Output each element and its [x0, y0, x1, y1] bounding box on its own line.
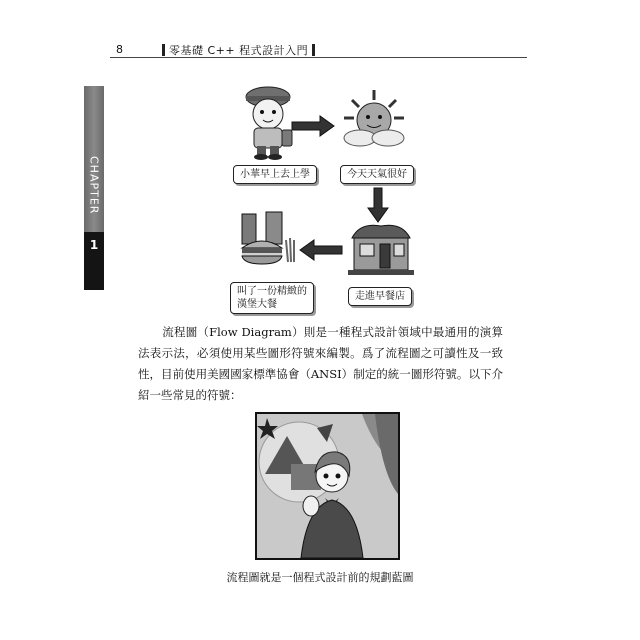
arrow-left-icon: [298, 238, 344, 262]
book-title: 零基礎 C++ 程式設計入門: [169, 44, 309, 57]
flow-step-shop: 走進早餐店: [348, 287, 412, 306]
figure-caption: 流程圖就是一個程式設計前的規劃藍圖: [226, 571, 414, 584]
chapter-label: CHAPTER: [87, 156, 101, 215]
flow-step-burger-line2: 漢堡大餐: [237, 299, 277, 310]
arrow-right-icon: [290, 114, 336, 138]
comic-illustration: [255, 412, 400, 560]
header-bar-right: [312, 44, 315, 56]
flow-step-burger-line1: 叫了一份精緻的: [237, 286, 307, 297]
chapter-number: 1: [84, 232, 104, 290]
header-bar-left: [162, 44, 165, 56]
running-head: [162, 42, 315, 58]
body-paragraph: [138, 322, 503, 406]
body-paragraph-text: 流程圖（Flow Diagram）則是一種程式設計領域中最通用的演算法表示法，必須使用某些圖形符號來編製。爲了流程圖之可讀性及一致性，目前使用美國國家標準協會（ANSI）制定的統一圖形符號。以下介紹一些常見的符號：: [138, 325, 503, 402]
student-illustration: [238, 84, 298, 160]
arrow-down-icon: [366, 186, 390, 224]
flow-step-weather: 今天天氣很好: [340, 165, 414, 184]
header-rule: [110, 57, 527, 58]
breakfast-shop-illustration: [346, 220, 416, 278]
burger-meal-illustration: [236, 210, 298, 270]
flow-step-burger: [230, 282, 314, 314]
comic-scene: [257, 414, 398, 558]
sun-cloud-illustration: [340, 88, 408, 150]
page-number: 8: [116, 43, 123, 56]
flow-step-school: 小華早上去上學: [233, 165, 317, 184]
